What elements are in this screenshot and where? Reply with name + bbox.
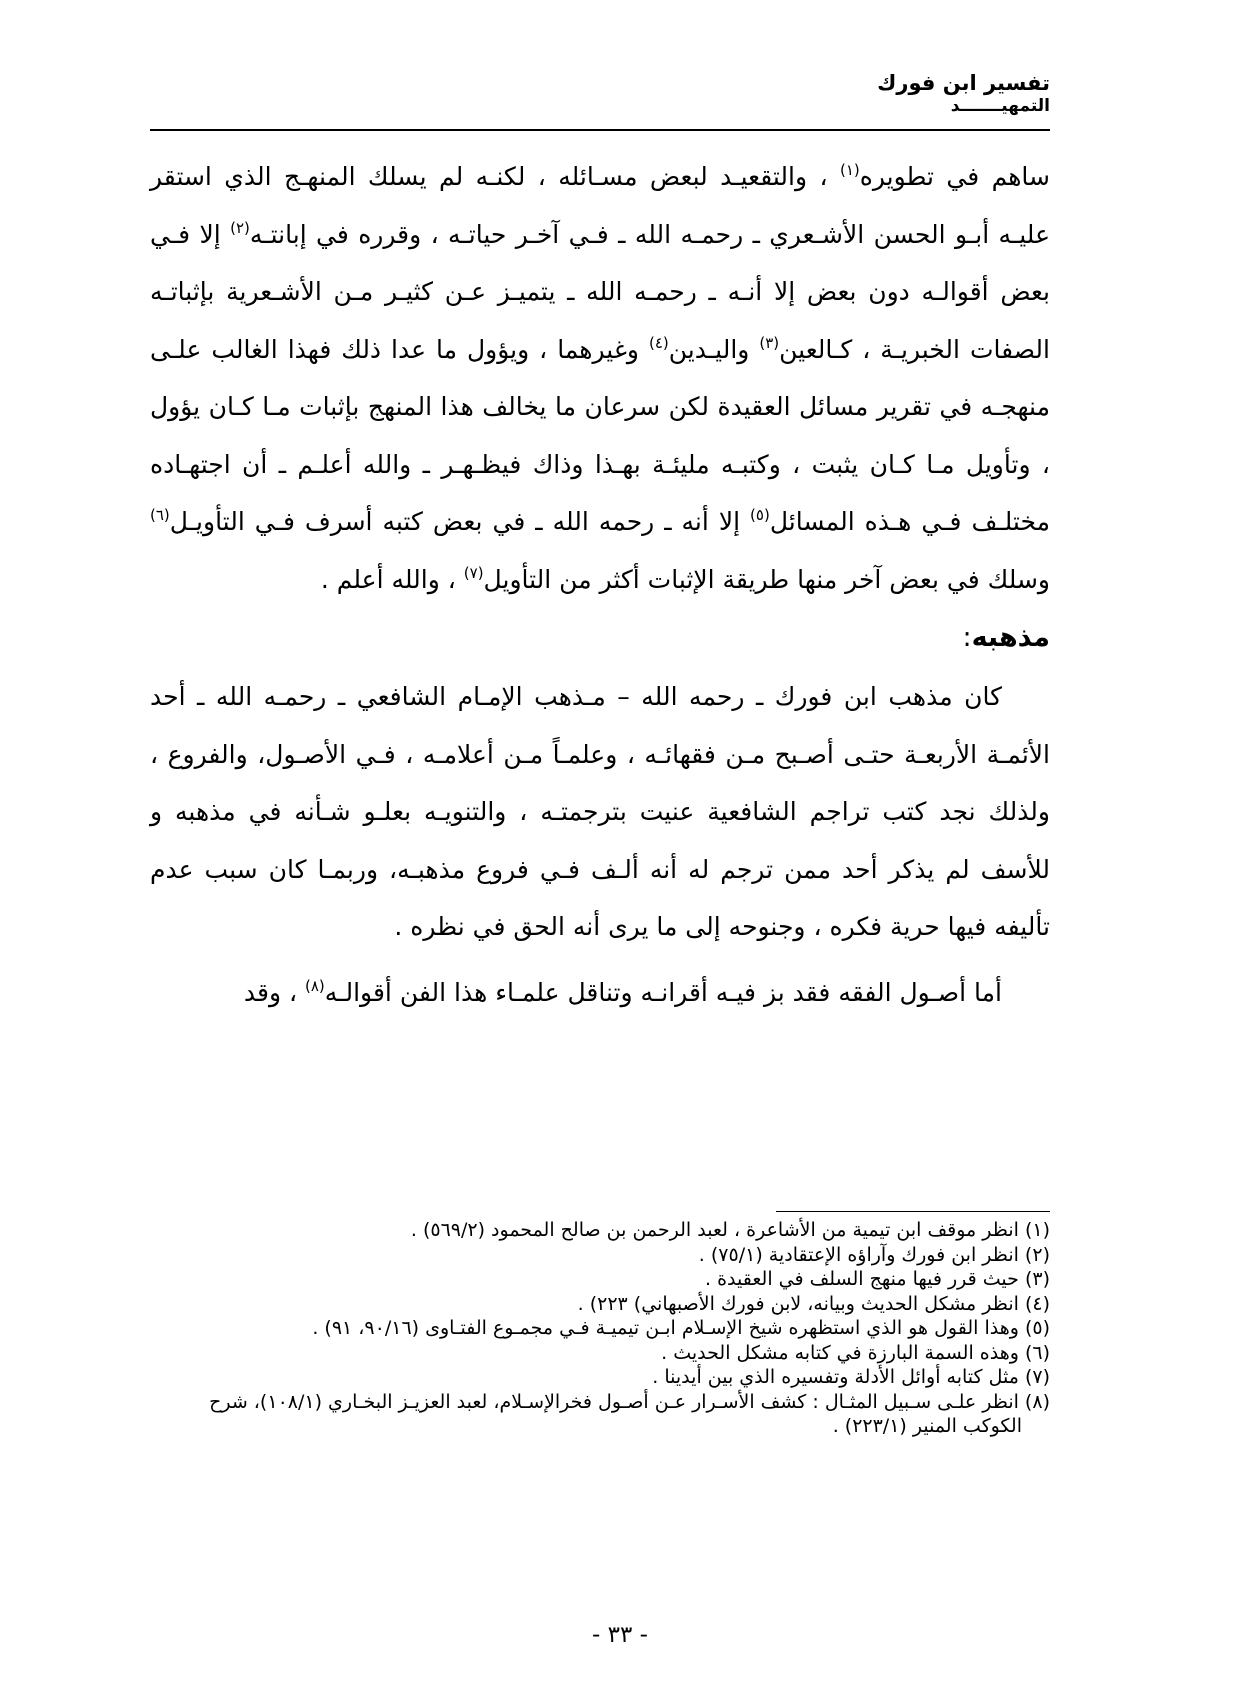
header-rule xyxy=(150,129,1050,131)
footnote-marker: (١) xyxy=(839,161,860,179)
text-run: واليـدين xyxy=(668,334,760,364)
text-run: أما أصـول الفقه فقد بز فيـه أقرانـه وتناقل علمـاء هذا الفن أقوالـه xyxy=(324,977,1002,1007)
text-run: ساهم في تطويره xyxy=(859,162,1050,191)
text-run: إلا فـي بعض أقوالـه دون بعض إلا أنـه ـ رحمـه الله ـ يتميـز عـن كثيـر مـن الأشـعرية بإثباتـه الصفات الخبريـة ، كـالعين xyxy=(150,219,1051,364)
footnote-marker: (٥) xyxy=(750,506,770,524)
footnote: (٧) مثل كتابه أوائل الأدلة وتفسيره الذي بين أيدينا . xyxy=(652,1366,1050,1388)
paragraph-usul xyxy=(150,964,1050,1022)
footnotes-list xyxy=(150,1218,1050,1439)
page-number: - ٣٣ - xyxy=(592,1622,648,1648)
section-heading xyxy=(150,608,1050,668)
footnote-marker: (٧) xyxy=(463,563,484,582)
section-heading-colon: : xyxy=(962,622,972,653)
footnote-marker: (٦) xyxy=(150,506,170,524)
footnote: (٣) حيث قرر فيها منهج السلف في العقيدة . xyxy=(705,1268,1050,1290)
paragraph-contribution xyxy=(150,148,1050,608)
text-run: ، وقد xyxy=(243,977,305,1007)
footnote: (٥) وهذا القول هو الذي استظهره شيخ الإسـلام ابـن تيميـة فـي مجمـوع الفتـاوى (٩٠/١٦، ٩١) . xyxy=(312,1317,1050,1339)
footnote: (٤) انظر مشكل الحديث وبيانه، لابن فورك الأصبهاني) ٢٢٣) . xyxy=(577,1292,1050,1315)
footnote: (٢) انظر ابن فورك وآراؤه الإعتقادية (٧٥/١) . xyxy=(698,1243,1050,1266)
text-run: كان مذهب ابن فورك ـ رحمه الله – مـذهب الإمـام الشافعي ـ رحمـه الله ـ أحد الأئمـة الأربعـة حتـى أصـبح مـن فقهائـه ، وعلمـاً مـن أعلامـه ، فـي الأصـول، والفروع ، ولذلك نجد كتب تراجم الشافعية عنيت بترجمتـه ، والتنويـه بعلـو شـأنه في مذهبه و للأسف لم يذكر أحد ممن ترجم له أنه ألـف فـي فروع مذهبـه، وربمـا كان سبب عدم تأليفه فيها حرية فكره ، وجنوحه إلى ما يرى أنه الحق في نظره . xyxy=(150,682,1050,941)
running-header xyxy=(150,70,1050,115)
footnote: (٦) وهذه السمة البارزة في كتابه مشكل الحديث . xyxy=(661,1341,1050,1364)
text-run: ، والله أعلم . xyxy=(320,564,464,594)
main-text xyxy=(150,148,1050,1021)
paragraph-madhhab xyxy=(150,668,1050,956)
header-chapter-title: التمهيـــــــد xyxy=(950,96,1050,116)
footnote: (١) انظر موقف ابن تيمية من الأشاعرة ، لعبد الرحمن بن صالح المحمود (٥٦٩/٢) . xyxy=(410,1219,1050,1241)
footnote-marker: (٤) xyxy=(648,333,669,352)
footnote: (٨) انظر علـى سـبيل المثـال : كشف الأسـرار عـن أصـول فخرالإسـلام، لعبد العزيـز البخـاري (١٠٨/١)، شرح الكوكب المنير (٢٢٣/١) . xyxy=(209,1390,1050,1437)
footnote-marker: (٢) xyxy=(230,218,250,237)
text-run: إلا أنه ـ رحمه الله ـ في بعض كتبه أسرف فـي التأويـل xyxy=(169,507,751,536)
footnote-marker: (٣) xyxy=(759,333,780,352)
header-book-title: تفسير ابن فورك xyxy=(877,71,1050,95)
text-run: ، والتقعيـد لبعض مسـائله ، لكنـه لم يسلك المنهـج الذي استقر عليـه أبـو الحسن الأشـعري ـ رحمـه الله ـ فـي آخـر حياتـه ، وقرره في إبانتـه xyxy=(150,162,1051,249)
footnote-marker: (٨) xyxy=(304,976,325,995)
footnote-separator xyxy=(776,1211,1050,1212)
section-heading-text: مذهبه xyxy=(971,622,1050,653)
text-run: وغيرهما ، ويؤول ما عدا ذلك فهذا الغالب علـى منهجـه في تقرير مسائل العقيدة لكن سرعان ما يخالف هذا المنهج بإثبات مـا كـان يؤول ، وتأويل مـا كـان يثبت ، وكتبـه مليئـة بهـذا وذاك فيظـهـر ـ والله أعلـم ـ أن اجتهـاده مختلـف فـي هـذه المسائل xyxy=(150,334,1051,536)
text-run: وسلك في بعض آخر منها طريقة الإثبات أكثر من التأويل xyxy=(483,564,1050,594)
